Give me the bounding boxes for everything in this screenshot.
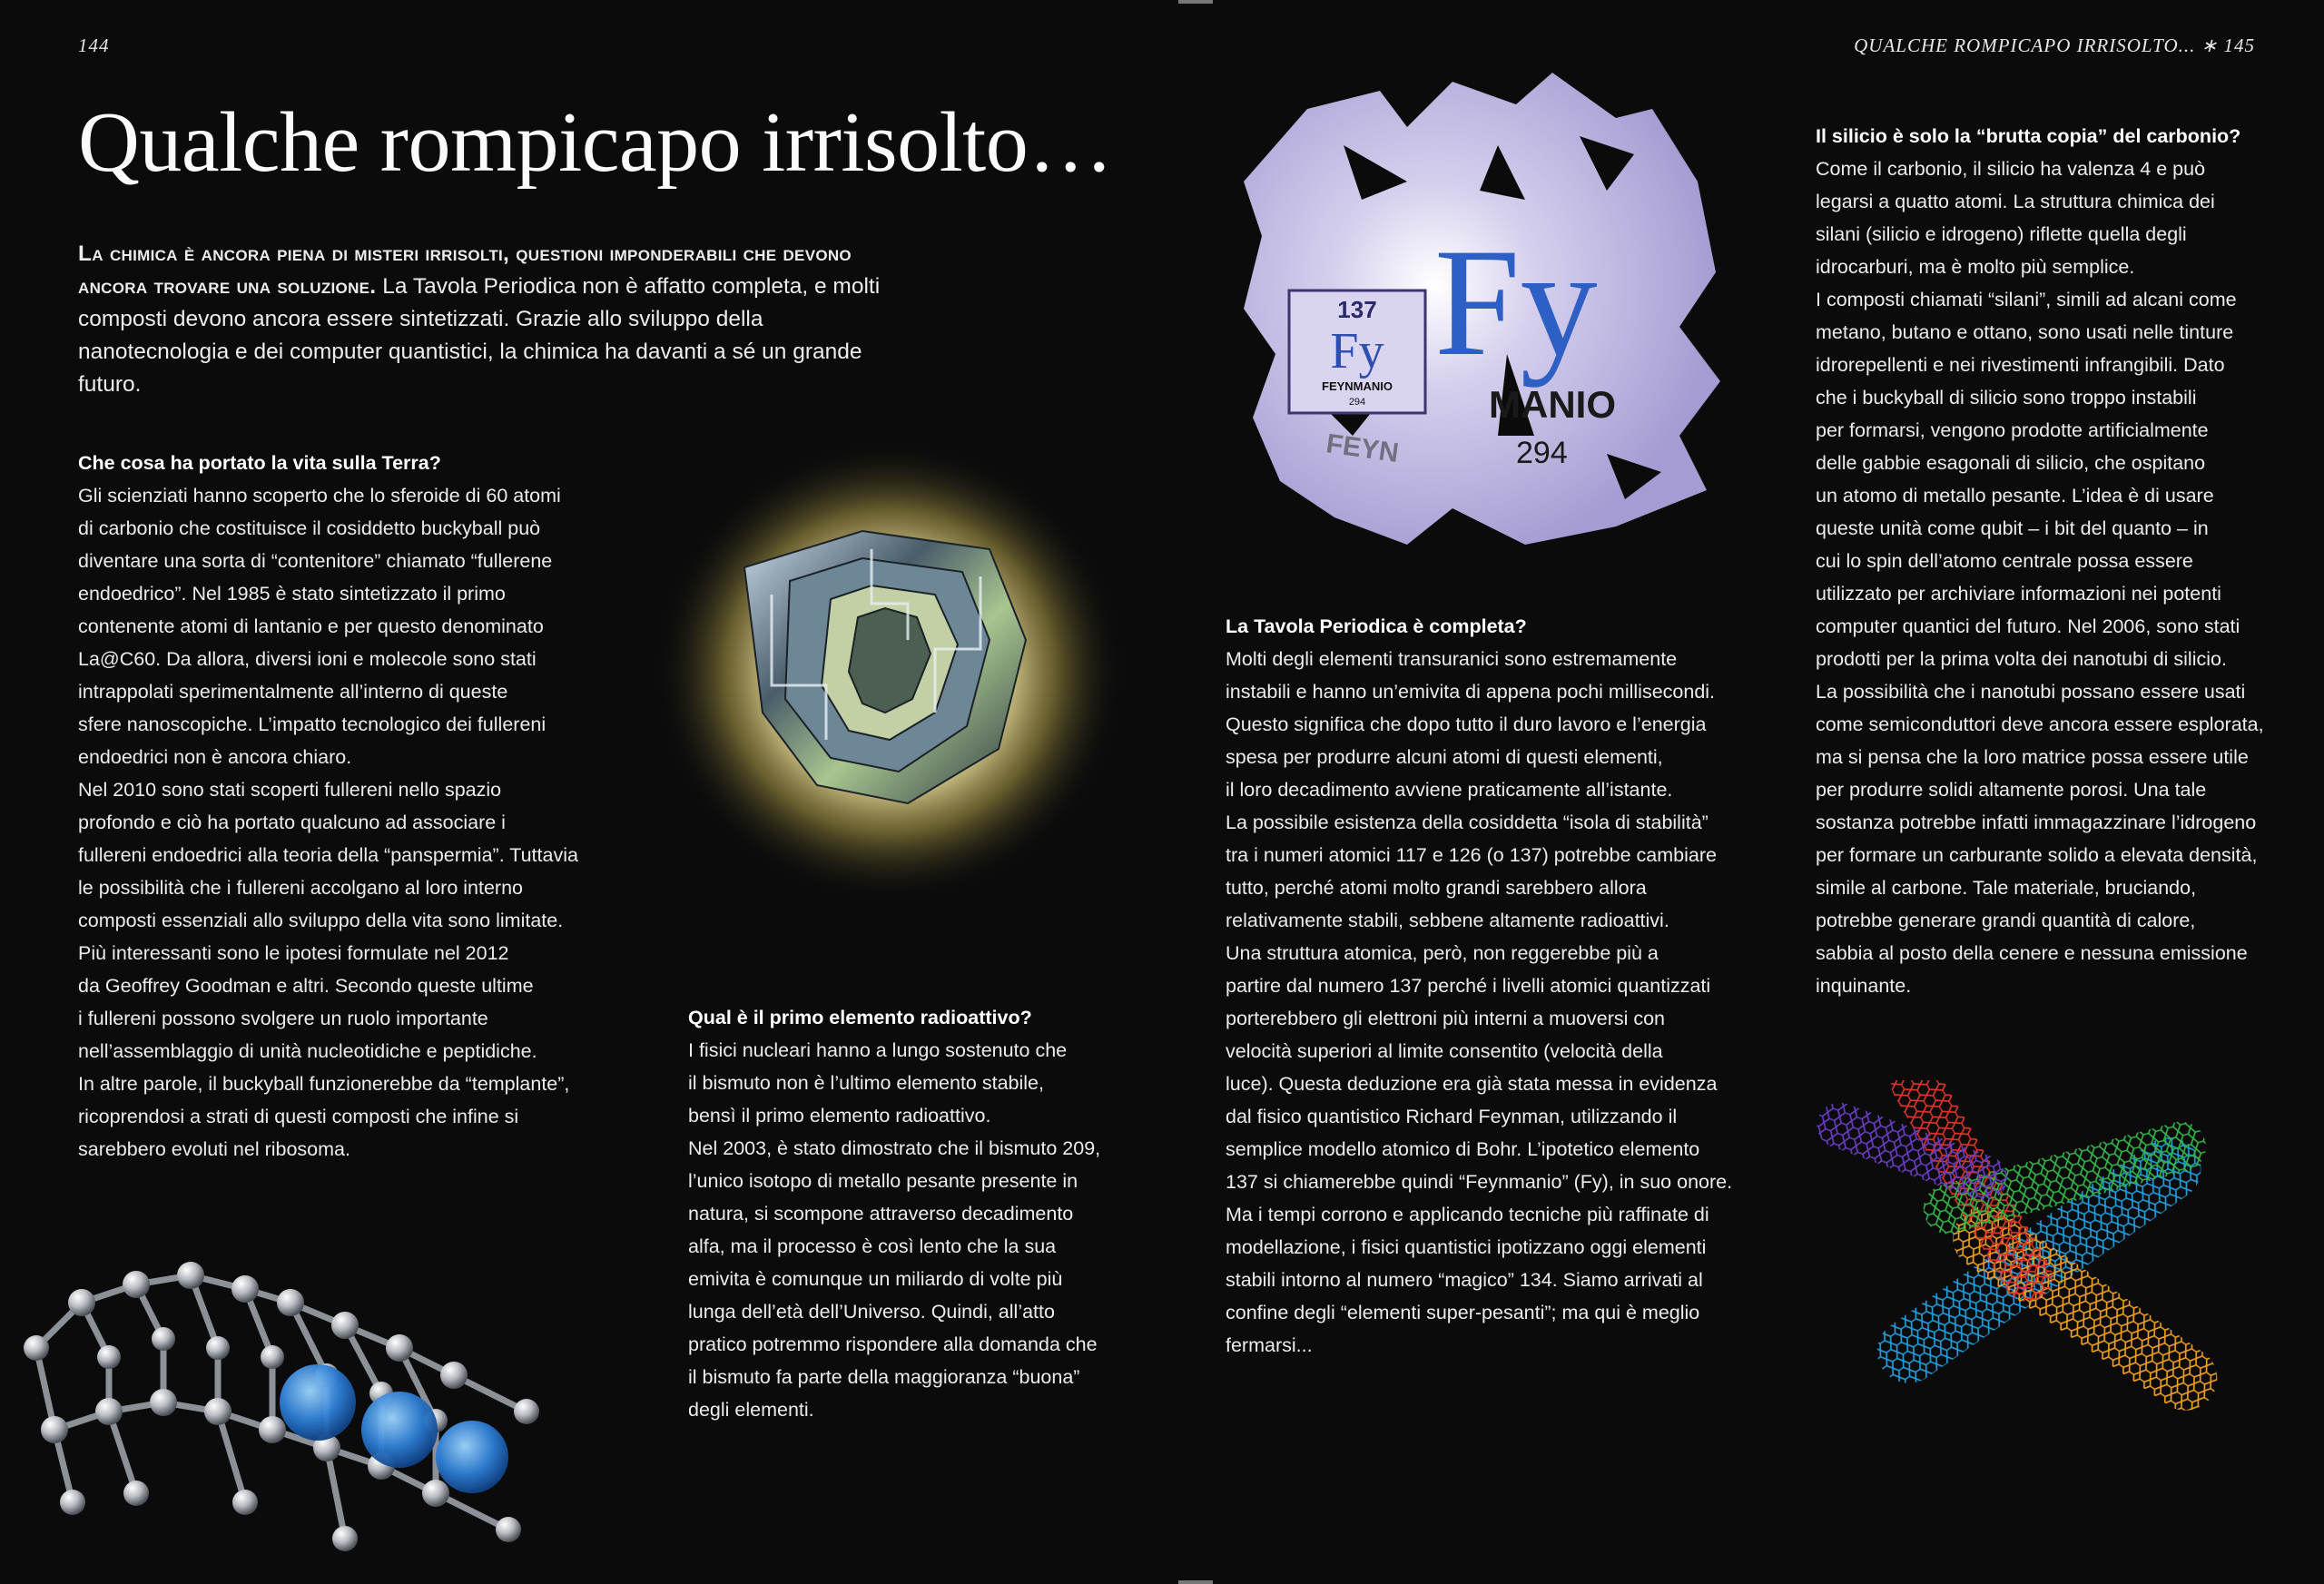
section-heading: Che cosa ha portato la vita sulla Terra?	[78, 452, 441, 474]
intro-lead: La chimica è ancora piena di misteri irrisolti, questioni imponderabili che devono ancora trovare una soluzione.	[78, 241, 852, 299]
tile-atomic-number: 137	[1337, 296, 1377, 323]
section-heading: Qual è il primo elemento radioattivo?	[688, 1007, 1032, 1028]
section-body: Molti degli elementi transuranici sono estremamente instabili e hanno un’emivita di appena pochi millisecondi. Questo significa che dopo tutto il duro lavoro e l’energia spesa per produrre alcuni atomi di questi elementi, il loro decadimento avviene praticamente all’istante. La possibile esistenza della cosiddetta “isola di stabilità” tra i numeri atomici 117 e 126 (o 137) potrebbe cambiare tutto, perché atomi molto grandi sarebbero allora relativamente stabili, sebbene altamente radioattivi. Una struttura atomica, però, non reggerebbe più a partire dal numero 137 perché i livelli atomici quantizzati porterebbero gli elettroni più interni a muoversi con velocità superiori al limite consentito (velocità della luce). Questa deduzione era già stata messa in evidenza dal fisico quantistico Richard Feynman, utilizzando il semplice modello atomico di Bohr. L’ipotetico elemento 137 si chiamerebbe quindi “Feynmanio” (Fy), in suo onore. Ma i tempi corrono e applicando tecniche più raffinate di modellazione, i fisici quantistici ipotizzano oggi elementi stabili intorno al numero “magico” 134. Siamo arrivati al confine degli “elementi super-pesanti”; ma qui è meglio fermarsi...	[1226, 648, 1733, 1356]
intro-body: La Tavola Periodica non è affatto completa, e molti composti devono ancora essere sintetizzati. Grazie allo sviluppo della nanotecnologia e dei computer quantistici, la chimica ha davanti a sé un grande futuro.	[78, 274, 881, 397]
running-header-right: QUALCHE ROMPICAPO IRRISOLTO... ∗ 145	[1854, 34, 2255, 56]
intro-paragraph	[78, 238, 909, 401]
section-periodic-table	[1226, 610, 1734, 1362]
page-title: Qualche rompicapo irrisolto…	[78, 95, 1113, 190]
section-body: I fisici nucleari hanno a lungo sostenuto che il bismuto non è l’ultimo elemento stabile, bensì il primo elemento radioattivo. Nel 2003, è stato dimostrato che il bismuto 209, l’unico isotopo di metallo pesante presente in natura, si scompone attraverso decadimento alfa, ma il processo è così lento che la sua emivita è comunque un miliardo di volte più lunga dell’età dell’Universo. Quindi, all’atto pratico potremmo rispondere alla domanda che il bismuto fa parte della maggioranza “buona” degli elementi.	[688, 1039, 1101, 1421]
feynmanio-element-image	[1226, 54, 1734, 563]
tile-name: FEYNMANIO	[1322, 379, 1393, 393]
page-number-left: 144	[78, 34, 110, 56]
silicon-nanotubes-image	[1793, 1080, 2265, 1425]
bismuth-crystal-image	[635, 413, 1144, 921]
section-heading: La Tavola Periodica è completa?	[1226, 615, 1527, 637]
section-silicon	[1816, 120, 2270, 1002]
section-first-radioactive	[688, 1001, 1142, 1426]
tile-mass: 294	[1348, 397, 1366, 408]
big-symbol: Fy	[1434, 217, 1598, 388]
section-life-on-earth	[78, 447, 586, 1166]
section-body: Gli scienziati hanno scoperto che lo sferoide di 60 atomi di carbonio che costituisce il cosiddetto buckyball può diventare una sorta di “contenitore” chiamato “fullerene endoedrico”. Nel 1985 è stato sintetizzato il primo contenente atomi di lantanio e per questo denominato La@C60. Da allora, diversi ioni e molecole sono stati intrappolati sperimentalmente all’interno di queste sfere nanoscopiche. L’impatto tecnologico dei fullereni endoedrici non è ancora chiaro. Nel 2010 sono stati scoperti fullereni nello spazio profondo e ciò ha portato qualcuno ad associare i fullereni endoedrici alla teoria della “panspermia”. Tuttavia le possibilità che i fullereni accolgano al loro interno composti essenziali allo sviluppo della vita sono limitate. Più interessanti sono le ipotesi formulate nel 2012 da Geoffrey Goodman e altri. Secondo queste ultime i fullereni possono svolgere un ruolo importante nell’assemblaggio di unità nucleotidiche e peptidiche. In altre parole, il buckyball funzionerebbe da “templante”, ricoprendosi a strati di questi composti che infine si sarebbero evoluti nel ribosoma.	[78, 485, 578, 1160]
big-mass: 294	[1516, 436, 1568, 470]
section-body: Come il carbonio, il silicio ha valenza 4 e può legarsi a quatto atomi. La struttura chimica dei silani (silicio e idrogeno) riflette quella degli idrocarburi, ma è molto più semplice. I composti chiamati “silani”, simili ad alcani come metano, butano e ottano, sono usati nelle tinture idrorepellenti e nei rivestimenti infrangibili. Dato che i buckyball di silicio sono troppo instabili per formarsi, vengono prodotte artificialmente delle gabbie esagonali di silicio, che ospitano un atomo di metallo pesante. L’idea è di usare queste unità come qubit – i bit del quanto – in cui lo spin dell’atomo centrale possa essere utilizzato per archiviare informazioni nei potenti computer quantici del futuro. Nel 2006, sono stati prodotti per la prima volta dei nanotubi di silicio. La possibilità che i nanotubi possano essere usati come semiconduttori deve ancora essere esplorata, ma si pensa che la loro matrice possa essere utile per produrre solidi altamente porosi. Una tale sostanza potrebbe infatti immagazzinare l’idrogeno per formare un carburante solido a elevata densità, simile al carbone. Tale materiale, bruciando, potrebbe generare grandi quantità di calore, sabbia al posto della cenere e nessuna emissione inquinante.	[1816, 158, 2264, 997]
big-name-fragment: MANIO	[1489, 383, 1616, 426]
fullerene-nanotube-image	[18, 1139, 563, 1584]
tile-symbol: Fy	[1330, 323, 1384, 379]
gutter-mark-bottom	[1178, 1580, 1213, 1584]
gutter-mark-top	[1178, 0, 1213, 4]
section-heading: Il silicio è solo la “brutta copia” del carbonio?	[1816, 125, 2241, 147]
ghost-fragment: FEYN	[1324, 428, 1401, 469]
